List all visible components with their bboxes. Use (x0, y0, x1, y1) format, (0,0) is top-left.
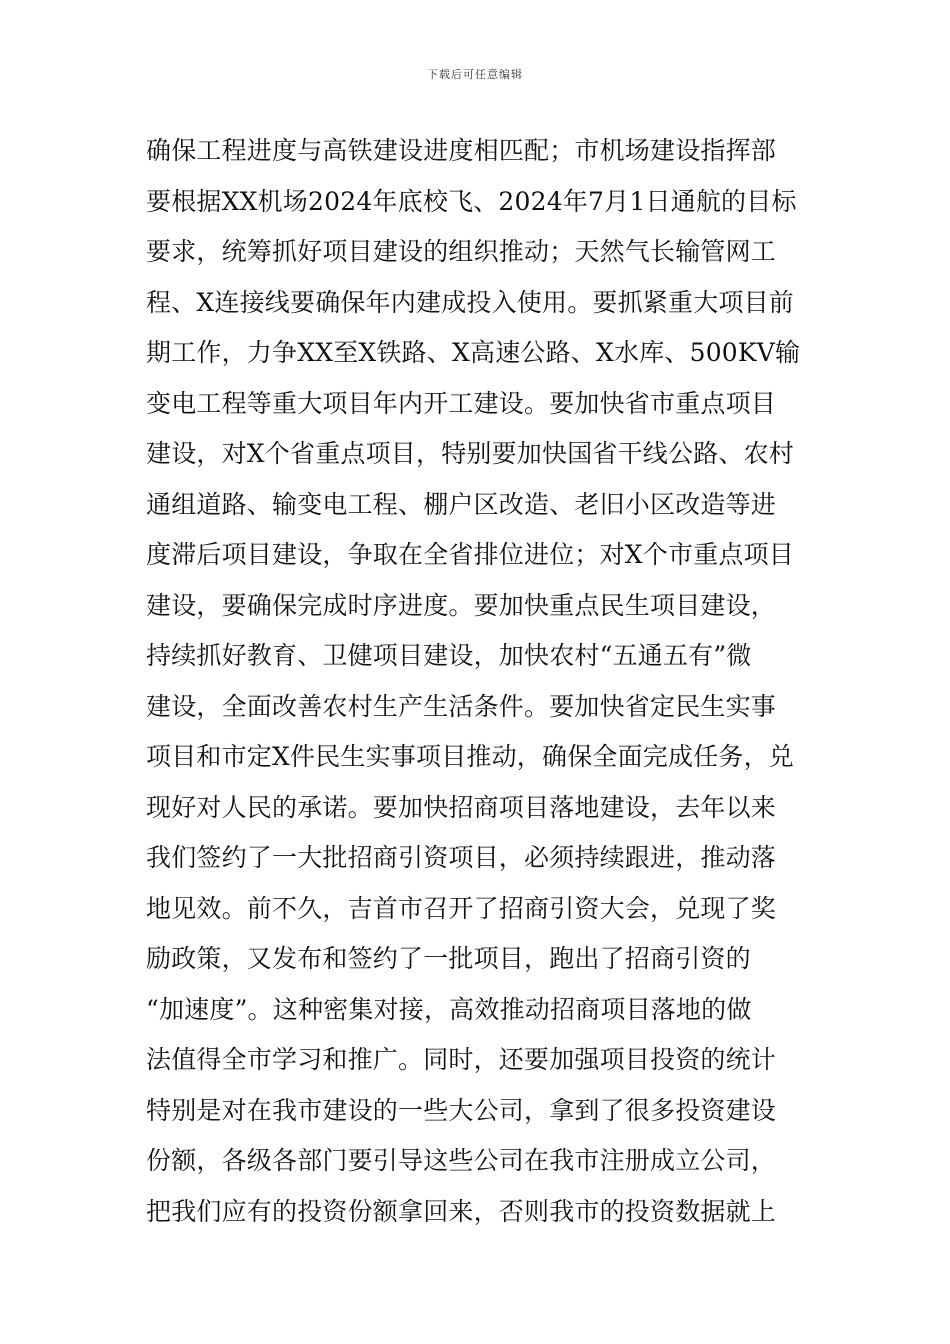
text-line: 确保工程进度与高铁建设进度相匹配；市机场建设指挥部 (146, 136, 777, 165)
text-line: 要求，统筹抓好项目建设的组织推动；天然气长输管网工 (146, 237, 777, 266)
text-line: 励政策，又发布和签约了一批项目，跑出了招商引资的 (146, 944, 751, 973)
text-line: 法值得全市学习和推广。同时，还要加强项目投资的统计 (146, 1045, 777, 1074)
text-line: “加速度”。这种密集对接，高效推动招商项目落地的做 (146, 994, 752, 1024)
text-line: 度滞后项目建设，争取在全省排位进位；对X个市重点项目 (146, 540, 795, 569)
text-line: 份额，各级各部门要引导这些公司在我市注册成立公司， (146, 1146, 777, 1175)
text-line: 程、X连接线要确保年内建成投入使用。要抓紧重大项目前 (146, 287, 795, 317)
text-line: 期工作，力争XX至X铁路、X高速公路、X水库、500KV输 (146, 338, 801, 367)
header-note: 下载后可任意编辑 (427, 68, 523, 81)
body-text (146, 126, 816, 1237)
text-line: 建设，要确保完成时序进度。要加快重点民生项目建设， (146, 590, 777, 620)
text-line: 项目和市定X件民生实事项目推动，确保全面完成任务，兑 (146, 742, 795, 771)
text-line: 现好对人民的承诺。要加快招商项目落地建设，去年以来 (146, 792, 777, 822)
text-line: 要根据XX机场2024年底校飞、2024年7月1日通航的目标 (146, 186, 797, 216)
text-line: 变电工程等重大项目年内开工建设。要加快省市重点项目 (146, 388, 777, 418)
text-line: 地见效。前不久，吉首市召开了招商引资大会，兑现了奖 (146, 893, 777, 923)
text-line: 通组道路、输变电工程、棚户区改造、老旧小区改造等进 (146, 489, 777, 519)
text-line: 建设，对X个省重点项目，特别要加快国省干线公路、农村 (146, 439, 795, 468)
text-line: 把我们应有的投资份额拿回来，否则我市的投资数据就上 (146, 1196, 777, 1226)
text-line: 我们签约了一大批招商引资项目，必须持续跟进，推动落 (146, 843, 777, 872)
text-line: 建设，全面改善农村生产生活条件。要加快省定民生实事 (146, 691, 777, 721)
text-line: 特别是对在我市建设的一些大公司，拿到了很多投资建设 (146, 1095, 777, 1125)
text-line: 持续抓好教育、卫健项目建设，加快农村“五通五有”微 (146, 641, 752, 670)
